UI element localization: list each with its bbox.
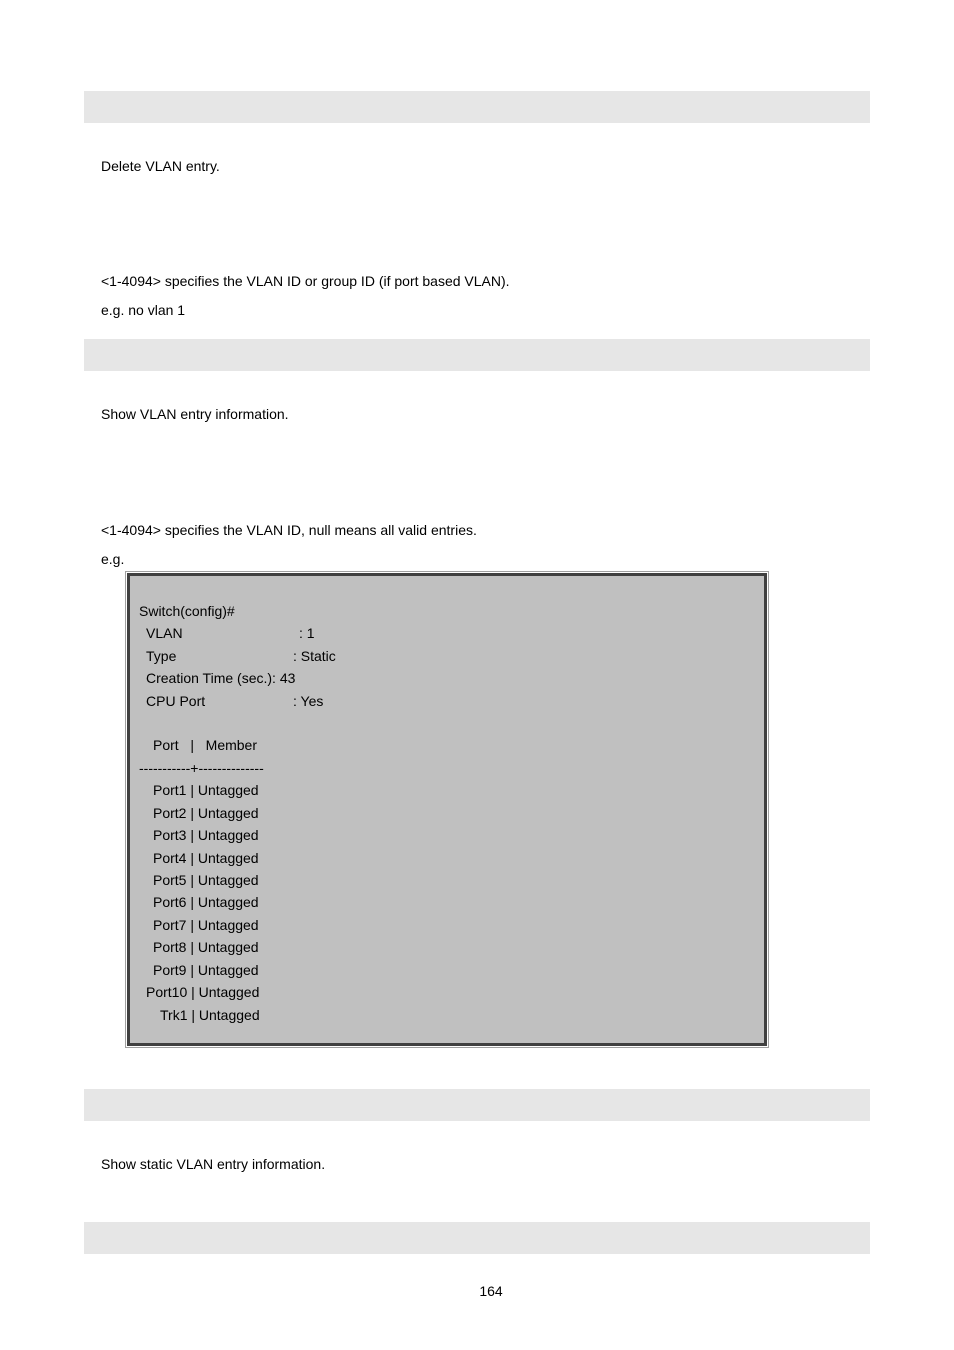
table-header: Port | Member	[153, 737, 257, 753]
section-description: Show VLAN entry information.	[101, 406, 289, 422]
section-description: Show static VLAN entry information.	[101, 1156, 326, 1172]
table-row: Port7 | Untagged	[153, 917, 259, 933]
console-output-box	[127, 573, 767, 1046]
table-row: Port4 | Untagged	[153, 850, 259, 866]
table-row: Port9 | Untagged	[153, 962, 259, 978]
type-value: : Static	[293, 648, 336, 664]
example-text: e.g. no vlan 1	[101, 302, 186, 318]
parameter-description: <1-4094> specifies the VLAN ID or group ID (if port based VLAN).	[101, 273, 510, 289]
example-text: e.g.	[101, 551, 125, 567]
console-prompt: Switch(config)#	[139, 603, 235, 619]
table-row: Port5 | Untagged	[153, 872, 259, 888]
table-row: Port8 | Untagged	[153, 939, 259, 955]
table-row: Trk1 | Untagged	[160, 1007, 260, 1023]
cpu-port-value: : Yes	[293, 693, 324, 709]
section-header-bar	[84, 339, 870, 371]
section-header-bar	[84, 91, 870, 123]
page-number: 164	[479, 1283, 503, 1299]
table-row: Port10 | Untagged	[146, 984, 260, 1000]
vlan-value: : 1	[299, 625, 315, 641]
table-row: Port1 | Untagged	[153, 782, 259, 798]
table-row: Port6 | Untagged	[153, 894, 259, 910]
vlan-label: VLAN	[146, 625, 183, 641]
section-description: Delete VLAN entry.	[101, 158, 220, 174]
section-header-bar	[84, 1222, 870, 1254]
table-separator: -----------+--------------	[139, 760, 264, 776]
parameter-description: <1-4094> specifies the VLAN ID, null means all valid entries.	[101, 522, 477, 538]
table-row: Port2 | Untagged	[153, 805, 259, 821]
type-label: Type	[146, 648, 177, 664]
table-row: Port3 | Untagged	[153, 827, 259, 843]
section-header-bar	[84, 1089, 870, 1121]
creation-time: Creation Time (sec.): 43	[146, 670, 296, 686]
cpu-port-label: CPU Port	[146, 693, 206, 709]
